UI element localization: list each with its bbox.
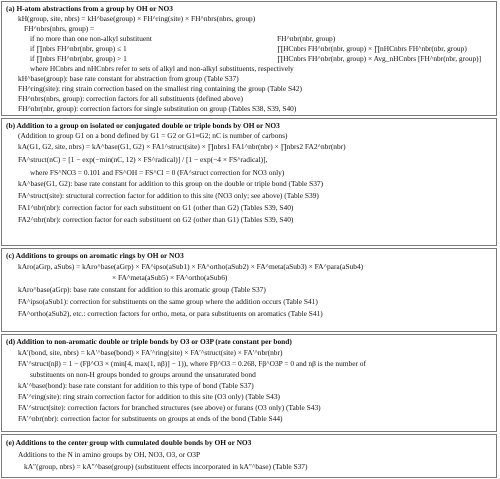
ka-double-prime-formula: kA″(group, nbrs) = kA″^base(group) (substituent effects incorporated in kA″^base) (Table S37) [24, 462, 308, 471]
condition-one: if no more than one non-alkyl substituent [30, 34, 152, 43]
fa-struct-desc: FA^struct(site): structural correction factor for addition to this site (NO3 only; see above) (Table S39) [18, 191, 319, 200]
nbeta-note: substituents on non-H groups bonded to groups around the unsaturated bond [30, 370, 256, 379]
condition-two: if ∏nbrs FH^nbr(nbr, group) ≤ 1 [30, 44, 127, 53]
condition-one-value: FH^nbr(nbr, group) [277, 34, 336, 43]
condition-three: if ∏nbrs FH^nbr(nbr, group) > 1 [30, 54, 127, 63]
section-b-addition-double-triple [1, 118, 497, 246]
kh-formula: kH(group, site, nbrs) = kH^base(group) × FH^ring(site) × FH^nbrs(nbrs, group) [18, 14, 256, 23]
condition-three-value: ∏HCnbrs FH^nbr(nbr, group) × Avg_nHCnbrs [FH^nbr(nbr, group)] [277, 54, 482, 63]
karo-base-desc: kAro^base(aGrp): base rate constant for addition to this aromatic group (Table S37) [18, 285, 266, 294]
condition-two-value: ∏HCnbrs FH^nbr(nbr, group) × ∏nHCnbrs FH^nbr(nbr, group) [277, 44, 467, 53]
ka-formula: kA(G1, G2, site, nbrs) = kA^base(G1, G2) × FA1^struct(site) × ∏nbrs1 FA1^nbr(nbr) × ∏nbrs2 FA2^nbr(nbr) [18, 142, 346, 151]
ka-prime-base-desc: kA′^base(bond): base rate constant for addition to this type of bond (Table S37) [18, 381, 254, 390]
fa-prime-nbr-desc: FA′^nbr(nbr): correction factor for substituents on groups at ends of the bond (Table S44) [18, 414, 283, 423]
section-a-heading: (a) H-atom abstractions from a group by OH or NO3 [6, 4, 173, 13]
section-b-intro: (Addition to group G1 on a bond defined by G1 = G2 or G1≡G2; nC is number of carbons) [18, 131, 288, 140]
section-d-o3-addition [1, 334, 497, 432]
fa-struct-formula: FA^struct(nC) = [1 − exp(−min(nC, 12) × FS^radical)] / [1 − exp(−4 × FS^radical)], [18, 155, 268, 164]
hcnbrs-note: where HCnbrs and nHCnbrs refer to sets of alkyl and non-alkyl substituents, respectively [30, 64, 294, 73]
fa1-nbr-desc: FA1^nbr(nbr): correction factor for each substituent on G1 (other than G2) (Tables S39, S40) [18, 203, 294, 212]
section-c-aromatic-addition [1, 248, 497, 332]
fh-nbrs-definition: FH^nbrs(nbrs, group) = [24, 24, 95, 33]
fh-nbrs-desc: FH^nbrs(nbrs, group): correction factors for all substituents (defined above) [18, 94, 243, 103]
ka-prime-formula: kA′(bond, site, nbrs) = kA′^base(bond) × FA′^ring(site) × FA′^struct(site) × FA′^nbr(nbr) [18, 348, 283, 357]
section-e-cumulated-addition [1, 434, 497, 478]
section-c-heading: (c) Additions to groups on aromatic rings by OH or NO3 [6, 251, 184, 260]
section-a-h-atom-abstraction [1, 1, 497, 116]
karo-formula-cont: × FA^meta(aSub5) × FA^ortho(aSub6) [112, 273, 228, 282]
fh-nbr-desc: FH^nbr(nbr, group): correction factors for single substitution on group (Tables S38, S39, S40) [18, 104, 297, 113]
karo-formula: kAro(aGrp, aSubs) = kAro^base(aGrp) × FA^ipso(aSub1) × FA^ortho(aSub2) × FA^meta(aSub3) × FA^para(aSub4) [18, 262, 364, 271]
amino-addition-note: Additions to the N in amino groups by OH, NO3, O3, or O3P [18, 450, 201, 459]
fa-ortho-desc: FA^ortho(aSub2), etc.: correction factors for ortho, meta, or para substituents on aromatics (Table S41) [18, 309, 323, 318]
fs-values: where FS^NO3 = 0.101 and FS^OH = FS^Cl = 0 (FA^struct correction for NO3 only) [30, 168, 285, 177]
fa-ipso-desc: FA^ipso(aSub1): correction for substituents on the same group where the addition occurs (Table S41) [18, 297, 318, 306]
fa2-nbr-desc: FA2^nbr(nbr): correction factor for each substituent on G2 (other than G1) (Tables S39, S40) [18, 215, 294, 224]
fh-ring-desc: FH^ring(site): ring strain correction based on the smallest ring containing the group (Table S42) [18, 84, 302, 93]
section-b-heading: (b) Addition to a group on isolated or conjugated double or triple bonds by OH or NO3 [6, 121, 280, 130]
fa-prime-ring-desc: FA′^ring(site): ring strain correction factor for addition to this site (O3 only) (Table S43) [18, 392, 281, 401]
section-e-heading: (e) Additions to the center group with cumulated double bonds by OH or NO3 [6, 438, 252, 447]
kh-base-desc: kH^base(group): base rate constant for abstraction from group (Table S37) [18, 74, 239, 83]
ka-base-desc: kA^base(G1, G2): base rate constant for addition to this group on the double or triple bond (Table S37) [18, 179, 324, 188]
section-d-heading: (d) Addition to non-aromatic double or triple bonds by O3 or O3P (rate constant per bond) [6, 337, 292, 346]
fa-prime-struct-desc: FA′^struct(site): correction factors for branched structures (see above) or furans (O3 only) (Table S43) [18, 403, 321, 412]
fa-prime-struct-formula: FA′^struct(nβ) = 1 − (Fβ^O3 × (min[4, max(1, nβ)] − 1)), where Fβ^O3 = 0.268, Fβ^O3P = 0 and nβ is the number of [18, 359, 366, 368]
